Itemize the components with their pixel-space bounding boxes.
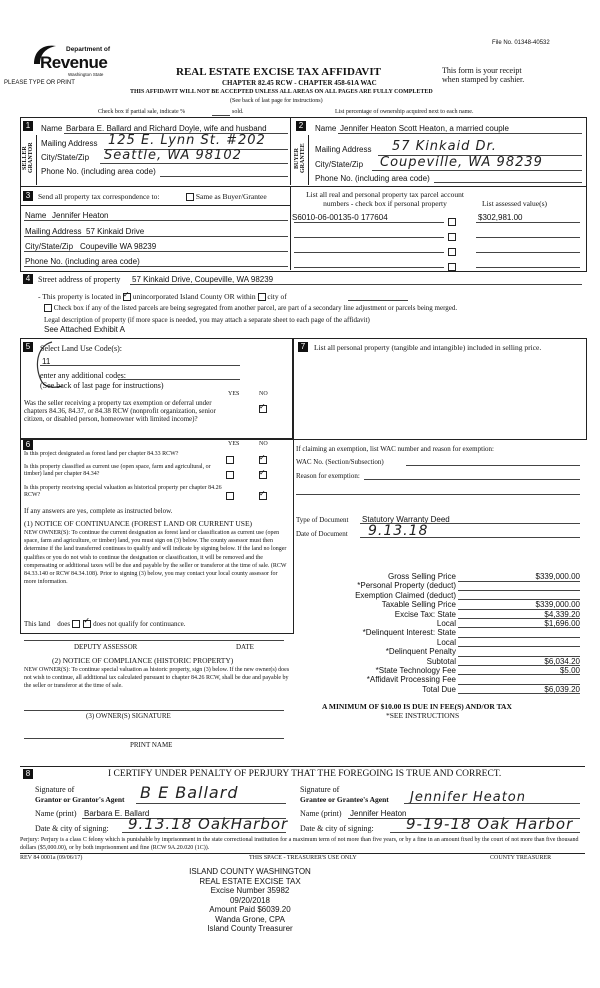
forest-land-question: Is this project designated as forest land per chapter 84.33 RCW? <box>24 451 179 457</box>
tax-row <box>296 685 582 694</box>
receipt-note-1: This form is your receipt <box>442 66 522 75</box>
seller-phone-label: Phone No. (including area code) <box>41 167 156 176</box>
tax-row-label: Excise Tax: State <box>394 609 456 619</box>
receipt-note-2: when stamped by cashier. <box>442 75 525 84</box>
tax-row <box>296 591 582 600</box>
if-yes-note: If any answers are yes, complete as instructed below. <box>24 507 173 515</box>
form-warning: THIS AFFIDAVIT WILL NOT BE ACCEPTED UNLESS ALL AREAS ON ALL PAGES ARE FULLY COMPLETED <box>130 89 433 95</box>
personal-property-checkbox-2[interactable] <box>448 233 456 241</box>
doc-date[interactable]: 9.13.18 <box>368 523 429 539</box>
stamp-line: 09/20/2018 <box>229 895 271 905</box>
grantee-name-label: Name (print) <box>300 809 342 818</box>
continuance-text: NEW OWNER(S): To continue the current designation as forest land or classification as current use (open space, farm and agriculture, or timber) land, you must sign on (3) below. The county assessor must then determine if the land transferred continues to qualify and will indicate by signing below. If the land no longer qualifies or you do not wish to continue the designation or classification, it will be removed and the compensating or additional taxes will be due and payable by the seller or transferor at the time of sale. (RCW 84.33.140 or RCW 84.34.108). Prior to signing (3) below, you may contact your local county assessor for more information. <box>24 530 287 586</box>
sec6-yes-header: YES <box>228 441 240 447</box>
form-chapter: CHAPTER 82.45 RCW - CHAPTER 458-61A WAC <box>222 79 377 87</box>
tax-row-value[interactable]: $339,000.00 <box>535 572 580 581</box>
ownership-note: List percentage of ownership acquired next to each name. <box>335 109 474 115</box>
doc-type[interactable]: Statutory Warranty Deed <box>362 515 450 524</box>
corr-name-label: Name <box>25 211 47 220</box>
tax-row-value[interactable]: $6,039.20 <box>544 684 580 694</box>
tax-row-label: Exemption Claimed (deduct) <box>355 590 456 600</box>
stamp-line: Excise Number 35982 <box>210 886 290 895</box>
personal-property-text: List all personal property (tangible and intangible) included in selling price. <box>314 343 542 352</box>
print-name-line[interactable] <box>24 738 284 739</box>
current-use-yes-checkbox[interactable] <box>226 471 234 479</box>
same-as-buyer-label: Same as Buyer/Grantee <box>195 192 267 201</box>
seller-phone-field[interactable] <box>160 176 288 177</box>
tax-row-value[interactable]: $339,000.00 <box>535 600 580 610</box>
historic-no-checkbox[interactable] <box>259 492 267 500</box>
exemption-question: Was the seller receiving a property tax exemption or deferral under chapters 84.36, 84.37, or 84.38 RCW (nonprofit organization, senior citizen, or disabled person, homeowner with limited income)? <box>24 399 216 423</box>
buyer-city[interactable]: Coupeville, WA 98239 <box>380 155 543 170</box>
tax-row-label: *Personal Property (deduct) <box>357 581 456 591</box>
deputy-date-label: DATE <box>236 643 254 651</box>
buyer-city-label: City/State/Zip <box>315 160 364 169</box>
buyer-name-label: Name <box>315 124 337 133</box>
street-label: Street address of property <box>38 275 121 284</box>
corr-name[interactable]: Jennifer Heaton <box>52 211 109 220</box>
tax-row-label: Local <box>436 618 456 628</box>
tax-row-label: Subtotal <box>426 656 456 666</box>
tax-row <box>296 610 582 619</box>
stamp-line: Amount Paid $6039.20 <box>209 905 291 914</box>
doc-type-label: Type of Document <box>296 516 349 524</box>
does-not-checkbox[interactable] <box>83 620 91 628</box>
tax-row-label: Taxable Selling Price <box>381 600 456 610</box>
grantee-sig-label-2: Grantee or Grantee's Agent <box>300 795 389 804</box>
grantee-sig-label-1: Signature of <box>300 785 340 794</box>
unincorporated-checkbox[interactable] <box>123 293 131 301</box>
treasurer-stamp <box>150 867 350 934</box>
buyer-phone-field[interactable] <box>434 182 582 183</box>
land-use-label: Select Land Use Code(s): <box>40 344 122 353</box>
continuance-title: (1) NOTICE OF CONTINUANCE (FOREST LAND OR CURRENT USE) <box>24 519 253 528</box>
forest-no-checkbox[interactable] <box>259 456 267 464</box>
correspondence-header: Send all property tax correspondence to: <box>38 192 160 201</box>
additional-codes-field[interactable] <box>118 379 240 380</box>
section-5-badge: 5 <box>23 342 33 352</box>
grantee-name[interactable]: Jennifer Heaton <box>350 809 407 818</box>
seller-name[interactable]: Barbara E. Ballard and Richard Doyle, wife and husband <box>66 124 267 133</box>
buyer-mailing-label: Mailing Address <box>315 145 372 154</box>
compliance-text: NEW OWNER(S): To continue special valuation as historic property, sign (3) below. If the new owner(s) does not wish to continue, all additional tax calculated pursuant to chapter 84.26 RCW, shall be due and payable by the seller or transferor at the time of sale. <box>24 667 290 690</box>
parcels-header: List all real and personal property tax parcel account numbers - check box if personal property <box>306 190 464 208</box>
stamp-line: Wanda Grone, CPA <box>215 914 285 924</box>
treasurer-use-only: THIS SPACE - TREASURER'S USE ONLY <box>249 855 357 861</box>
legal-description[interactable]: See Attached Exhibit A <box>44 325 125 334</box>
section-1-badge: 1 <box>23 121 33 131</box>
tax-row-label: *Delinquent Penalty <box>385 647 456 657</box>
tax-row-value[interactable]: $5.00 <box>559 665 580 675</box>
tax-row-label: Total Due <box>422 684 456 694</box>
same-as-buyer-checkbox[interactable] <box>186 193 194 201</box>
wac-field[interactable] <box>406 465 580 466</box>
does-not-label: does not qualify for continuance. <box>93 620 186 628</box>
type-or-print: PLEASE TYPE OR PRINT <box>4 80 75 86</box>
grantor-date-label: Date & city of signing: <box>35 824 109 833</box>
see-instructions-note: *SEE INSTRUCTIONS <box>386 711 460 720</box>
stamp-line: ISLAND COUNTY WASHINGTON <box>189 867 311 876</box>
land-use-see-back: (See back of last page for instructions) <box>40 381 164 390</box>
buyer-phone-label: Phone No. (including area code) <box>315 174 430 183</box>
tax-table <box>296 572 582 694</box>
section-4-badge: 4 <box>23 274 33 284</box>
tax-row <box>296 572 582 581</box>
corr-mailing-label: Mailing Address <box>25 227 82 236</box>
tax-row <box>296 638 582 647</box>
additional-codes-label: enter any additional codes: <box>40 371 126 380</box>
historic-question: Is this property receiving special valuation as historical property per chapter 84.26 RCW? <box>24 485 222 498</box>
logo-state-text: Washington State <box>68 72 104 77</box>
current-use-question: Is this property classified as current use (open space, farm and agricultural, or timber) land per chapter 84.34? <box>24 464 211 477</box>
legal-description-label: Legal description of property (if more space is needed, you may attach a separate sheet to each page of the affidavit) <box>44 316 370 324</box>
grantee-signature[interactable]: Jennifer Heaton <box>410 790 527 805</box>
personal-property-checkbox-4[interactable] <box>448 263 456 271</box>
stamp-line: Island County Treasurer <box>207 924 293 933</box>
minimum-due-note: A MINIMUM OF $10.00 IS DUE IN FEE(S) AND/OR TAX <box>322 702 512 711</box>
personal-property-checkbox-1[interactable] <box>448 218 456 226</box>
tax-row-label: *Delinquent Interest: State <box>362 628 456 638</box>
grantor-name-label: Name (print) <box>35 809 77 818</box>
exemption-no-checkbox[interactable] <box>259 405 267 413</box>
sec5-yes-header: YES <box>228 391 240 397</box>
grantor-sig-label-1: Signature of <box>35 785 75 794</box>
seller-side-label: SELLER GRANTOR <box>22 142 34 174</box>
partial-sale-field[interactable] <box>212 115 230 116</box>
tax-row <box>296 675 582 684</box>
compliance-title: (2) NOTICE OF COMPLIANCE (HISTORIC PROPERTY) <box>52 656 234 665</box>
tax-row-label: *Affidavit Processing Fee <box>366 675 456 685</box>
located-option: unincorporated Island County OR within <box>132 292 256 301</box>
file-number: File No. 01348-40532 <box>492 40 550 46</box>
tax-row <box>296 600 582 609</box>
section-7-box <box>292 338 587 440</box>
tax-row-label: Gross Selling Price <box>387 572 456 581</box>
segregated-checkbox[interactable] <box>44 304 52 312</box>
grantor-name[interactable]: Barbara E. Ballard <box>84 809 150 818</box>
section-7-badge: 7 <box>298 342 308 352</box>
certify-statement: I CERTIFY UNDER PENALTY OF PERJURY THAT THE FOREGOING IS TRUE AND CORRECT. <box>108 769 502 779</box>
form-title: REAL ESTATE EXCISE TAX AFFIDAVIT <box>176 66 381 78</box>
tax-row <box>296 628 582 637</box>
does-label: does <box>57 620 71 628</box>
current-use-no-checkbox[interactable] <box>259 471 267 479</box>
owner-signature-line[interactable] <box>24 710 284 711</box>
tax-row-value[interactable]: $6,034.20 <box>544 656 580 666</box>
land-use-code[interactable]: 11 <box>42 357 51 366</box>
forest-yes-checkbox[interactable] <box>226 456 234 464</box>
tax-row <box>296 647 582 656</box>
does-checkbox[interactable] <box>72 620 80 628</box>
section-2-badge: 2 <box>296 121 306 131</box>
doc-date-label: Date of Document <box>296 530 348 538</box>
reason-field[interactable] <box>364 479 580 480</box>
section-6-badge: 6 <box>23 440 33 450</box>
partial-sale-label: Check box if partial sale, indicate % <box>98 109 186 115</box>
personal-property-checkbox-3[interactable] <box>448 248 456 256</box>
historic-yes-checkbox[interactable] <box>226 492 234 500</box>
owner-signature-label: (3) OWNER(S) SIGNATURE <box>86 712 171 720</box>
grantor-date-city[interactable]: 9.13.18 OakHarbor <box>128 815 289 833</box>
tax-row-value[interactable]: $4,339.20 <box>544 609 580 619</box>
grantor-sig-label-2: Grantor or Grantor's Agent <box>35 795 125 804</box>
form-see-back: (See back of last page for instructions) <box>230 98 323 104</box>
parcel-number[interactable]: S6010-06-00135-0 177604 <box>292 213 388 222</box>
this-land-label: This land <box>24 620 51 628</box>
street-address[interactable]: 57 Kinkaid Drive, Coupeville, WA 98239 <box>132 275 274 284</box>
grantor-signature[interactable]: B E Ballard <box>140 783 239 802</box>
logo-dept-text: Department of <box>66 46 111 53</box>
rev-number: REV 84 0001a (09/06/17) <box>20 855 83 861</box>
segregated-text: Check box if any of the listed parcels are being segregated from another parcel, are part of a secondary line adjustment or parcels being merged. <box>53 304 458 312</box>
sec5-no-header: NO <box>259 391 268 397</box>
buyer-name[interactable]: Jennifer Heaton Scott Heaton, a married couple <box>340 124 509 133</box>
deputy-assessor-line[interactable] <box>24 640 284 641</box>
deputy-assessor-label: DEPUTY ASSESSOR <box>74 643 138 651</box>
grantee-date-label: Date & city of signing: <box>300 824 374 833</box>
perjury-notice: Perjury: Perjury is a class C felony which is punishable by imprisonment in the state correctional institution for a maximum term of not more than five years, or by a fine in an amount fixed by the court of not more than five thousand dollars ($5,000.00), or by both imprisonment and fine (RCW 9A.20.020 (1C)). <box>20 837 579 851</box>
city-of-label: city of <box>267 292 287 301</box>
seller-city[interactable]: Seattle, WA 98102 <box>104 148 242 163</box>
corr-city[interactable]: Coupeville WA 98239 <box>80 242 157 251</box>
county-treasurer-label: COUNTY TREASURER <box>490 855 552 861</box>
reason-label: Reason for exemption: <box>296 472 360 480</box>
corr-mailing[interactable]: 57 Kinkaid Drive <box>86 227 145 236</box>
tax-row-label: Local <box>436 637 456 647</box>
tax-row-label: *State Technology Fee <box>375 665 456 675</box>
grantee-date-city[interactable]: 9-19-18 Oak Harbor <box>406 815 574 833</box>
seller-mailing-label: Mailing Address <box>41 139 98 148</box>
tax-row-value[interactable]: $1,696.00 <box>544 618 580 628</box>
logo-name-text: Revenue <box>40 53 108 72</box>
sec6-no-header: NO <box>259 441 268 447</box>
buyer-side-label: BUYER GRANTEE <box>294 143 306 173</box>
wac-label: WAC No. (Section/Subsection) <box>296 458 384 466</box>
tax-row <box>296 657 582 666</box>
located-text: - This property is located in <box>38 292 121 301</box>
partial-sale-sold: sold. <box>232 109 244 115</box>
tax-row <box>296 619 582 628</box>
exemption-claim-text: If claiming an exemption, list WAC number and reason for exemption: <box>296 445 494 453</box>
corr-city-label: City/State/Zip <box>25 242 74 251</box>
corr-phone-label: Phone No. (including area code) <box>25 257 140 266</box>
section-8-badge: 8 <box>23 769 33 779</box>
assessed-header: List assessed value(s) <box>482 199 547 208</box>
seller-name-label: Name <box>41 124 63 133</box>
tax-row <box>296 581 582 590</box>
seller-mailing[interactable]: 125 E. Lynn St. #202 <box>108 133 266 148</box>
tax-row <box>296 666 582 675</box>
seller-city-label: City/State/Zip <box>41 153 90 162</box>
city-of-field[interactable] <box>348 300 408 301</box>
buyer-mailing[interactable]: 57 Kinkaid Dr. <box>392 139 497 154</box>
within-city-checkbox[interactable] <box>258 293 266 301</box>
print-name-label: PRINT NAME <box>130 741 173 749</box>
stamp-line: REAL ESTATE EXCISE TAX <box>199 876 301 886</box>
assessed-value[interactable]: $302,981.00 <box>478 213 523 222</box>
section-3-badge: 3 <box>23 191 33 201</box>
